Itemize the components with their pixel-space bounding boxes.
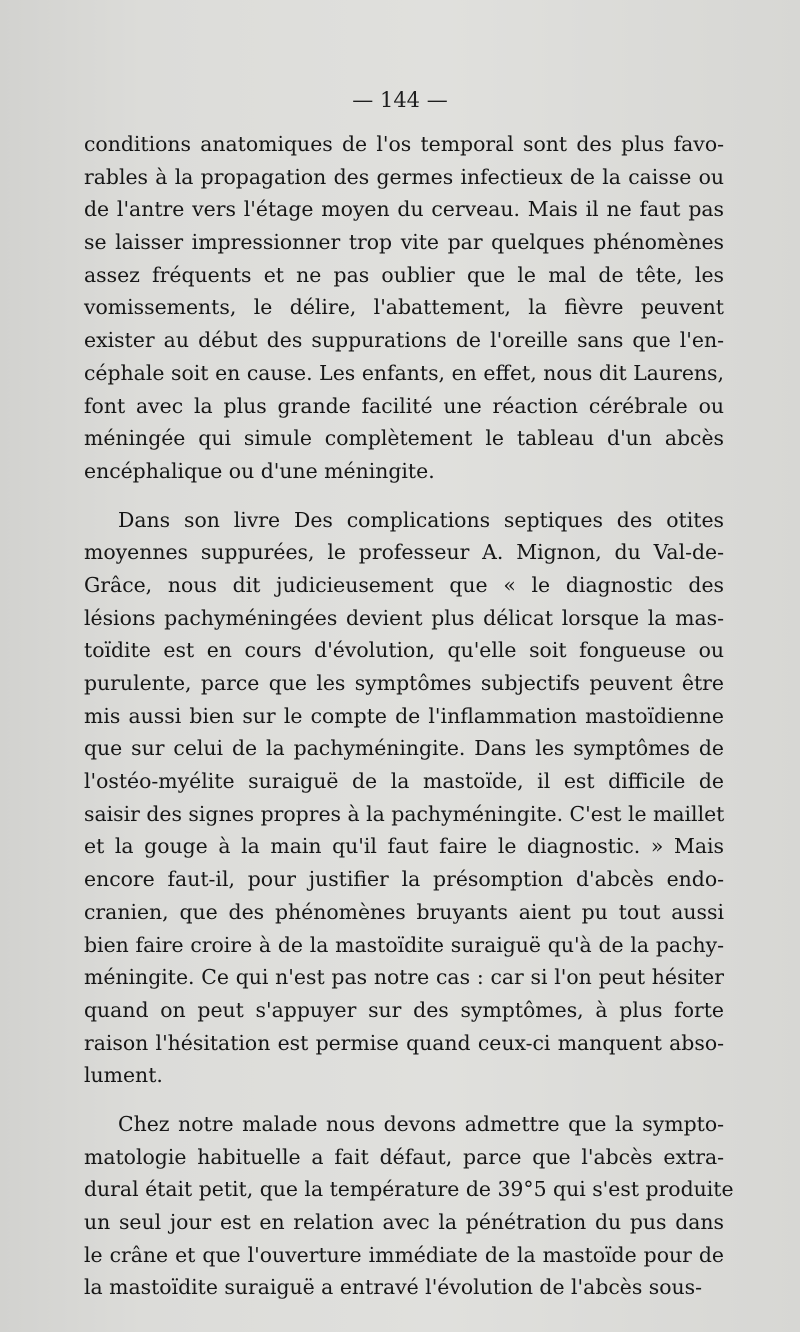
text-line: Dans son livre Des complications septiques des otites <box>118 507 724 532</box>
paragraph <box>84 128 724 488</box>
paragraph <box>84 504 724 1092</box>
paragraph <box>84 1108 734 1304</box>
paragraph-gap <box>84 488 724 504</box>
page-number: — 144 — <box>352 88 448 112</box>
text-line: méningite. Ce qui n'est pas notre cas : car si l'on peut hésiter <box>84 965 724 990</box>
text-line: un seul jour est en relation avec la pénétration du pus dans <box>84 1210 724 1234</box>
text-line: toïdite est en cours d'évolution, qu'elle soit fongueuse ou <box>84 638 724 663</box>
text-line: rables à la propagation des germes infectieux de la caisse ou <box>84 164 724 189</box>
paragraph-gap <box>84 1092 724 1108</box>
text-line: purulente, parce que les symptômes subjectifs peuvent être <box>84 671 724 695</box>
body-text <box>84 128 734 1304</box>
text-line: exister au début des suppurations de l'oreille sans que l'en- <box>84 328 724 353</box>
text-line: raison l'hésitation est permise quand ceux-ci manquent abso- <box>84 1030 724 1055</box>
text-line: lésions pachyméningées devient plus délicat lorsque la mas- <box>84 605 724 630</box>
text-line: saisir des signes propres à la pachyméningite. C'est le maillet <box>84 801 725 826</box>
text-line: vomissements, le délire, l'abattement, la fièvre peuvent <box>84 295 724 320</box>
text-line: dural était petit, que la température de 39°5 qui s'est produite <box>84 1177 734 1202</box>
text-line: céphale soit en cause. Les enfants, en effet, nous dit Laurens, <box>84 360 724 385</box>
text-line: conditions anatomiques de l'os temporal sont des plus favo- <box>84 132 724 156</box>
text-line: et la gouge à la main qu'il faut faire le diagnostic. » Mais <box>84 834 724 859</box>
text-line: cranien, que des phénomènes bruyants aient pu tout aussi <box>84 899 724 924</box>
text-line: mis aussi bien sur le compte de l'inflammation mastoïdienne <box>84 703 724 728</box>
text-line: encéphalique ou d'une méningite. <box>84 458 435 483</box>
text-line: Grâce, nous dit judicieusement que « le diagnostic des <box>84 572 724 597</box>
text-line: matologie habituelle a fait défaut, parce que l'abcès extra- <box>84 1144 724 1169</box>
text-line: Chez notre malade nous devons admettre que la sympto- <box>118 1111 724 1136</box>
text-line: bien faire croire à de la mastoïdite suraiguë qu'à de la pachy- <box>84 932 724 957</box>
text-line: le crâne et que l'ouverture immédiate de la mastoïde pour de <box>84 1242 724 1267</box>
text-line: lument. <box>84 1063 163 1088</box>
text-line: méningée qui simule complètement le tableau d'un abcès <box>84 426 724 451</box>
text-line: assez fréquents et ne pas oublier que le mal de tête, les <box>84 262 724 287</box>
text-line: moyennes suppurées, le professeur A. Mignon, du Val-de- <box>84 540 724 565</box>
text-line: encore faut-il, pour justifier la présomption d'abcès endo- <box>84 867 724 892</box>
text-line: l'ostéo-myélite suraiguë de la mastoïde, il est difficile de <box>84 769 724 794</box>
text-line: de l'antre vers l'étage moyen du cerveau. Mais il ne faut pas <box>84 197 724 222</box>
text-line: quand on peut s'appuyer sur des symptômes, à plus forte <box>84 997 724 1022</box>
text-line: font avec la plus grande facilité une réaction cérébrale ou <box>84 393 724 418</box>
text-line: que sur celui de la pachyméningite. Dans les symptômes de <box>84 736 724 761</box>
text-line: se laisser impressionner trop vite par quelques phénomènes <box>84 230 724 255</box>
text-line: la mastoïdite suraiguë a entravé l'évolution de l'abcès sous- <box>84 1275 703 1300</box>
